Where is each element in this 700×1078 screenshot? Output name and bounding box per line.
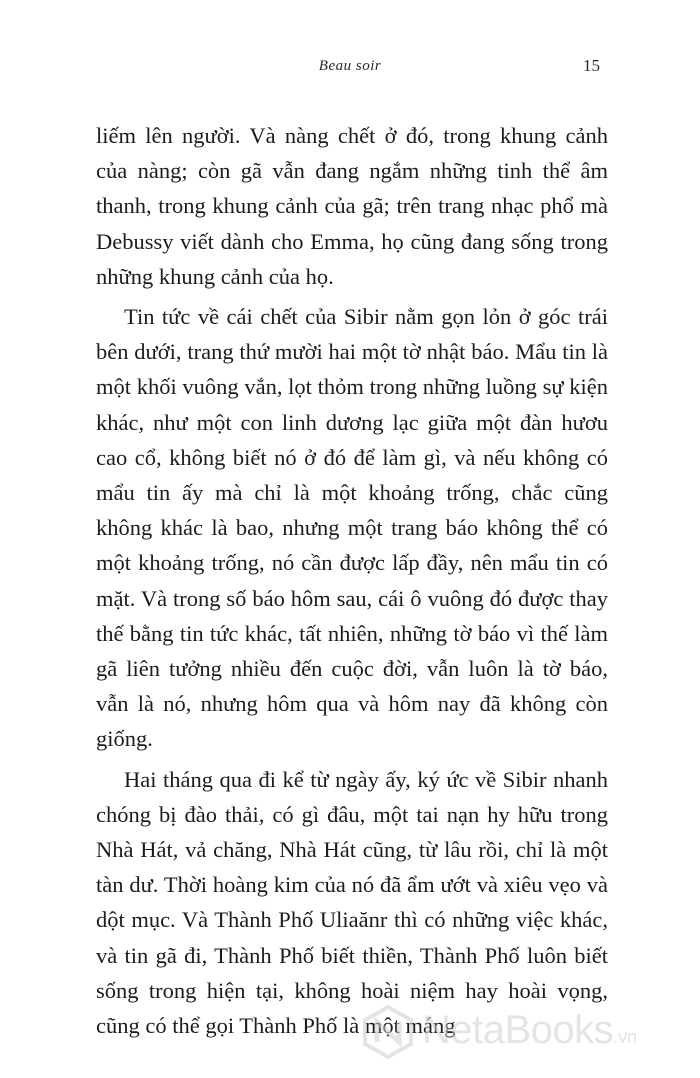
paragraph-3: Hai tháng qua đi kể từ ngày ấy, ký ức về Sibir nhanh chóng bị đào thải, có gì đâu, một tai nạn hy hữu trong Nhà Hát, vả chăng, Nhà Hát cũng, từ lâu rồi, chỉ là một tàn dư. Thời hoàng kim của nó đã ẩm ướt và xiêu vẹo và dột mục. Và Thành Phố Uliaănr thì có những việc khác, và tin gã đi, Thành Phố biết thiền, Thành Phố luôn biết sống trong hiện tại, không hoài niệm hay hoài vọng, cũng có thể gọi Thành Phố là một máng xyxy=(96,766,608,1039)
page-number: 15 xyxy=(583,56,600,75)
watermark-brand: NetaBooks xyxy=(422,1008,614,1052)
paragraph-2: Tin tức về cái chết của Sibir nằm gọn lỏn ở góc trái bên dưới, trang thứ mười hai một tờ nhật báo. Mẩu tin là một khối vuông vắn, lọt thỏm trong những luồng sự kiện khác, như một con linh dương lạc giữa một đàn hươu cao cổ, không biết nó ở đó để làm gì, và nếu không có mẩu tin ấy mà chỉ là một khoảng trống, chắc cũng không khác là bao, nhưng một trang báo không thể có một khoảng trống, nó cần được lấp đầy, nên mẩu tin có mặt. Và trong số báo hôm sau, cái ô vuông đó được thay thế bằng tin tức khác, tất nhiên, những tờ báo vì thế làm gã liên tưởng nhiều đến cuộc đời, vẫn luôn là tờ báo, vẫn là nó, nhưng hôm qua và hôm nay đã không còn giống. xyxy=(96,304,608,752)
watermark xyxy=(360,1000,690,1066)
paragraph-1: liếm lên người. Và nàng chết ở đó, trong khung cảnh của nàng; còn gã vẫn đang ngắm những tinh thể âm thanh, trong khung cảnh của gã; trên trang nhạc phổ mà Debussy viết dành cho Emma, họ cũng đang sống trong những khung cảnh của họ. xyxy=(96,123,608,289)
running-title: Beau soir xyxy=(318,58,382,74)
netabooks-logo-icon xyxy=(360,1004,416,1060)
body-text xyxy=(96,118,608,1048)
running-head xyxy=(0,58,700,82)
watermark-text xyxy=(422,1008,637,1053)
watermark-suffix: .vn xyxy=(613,1027,638,1047)
